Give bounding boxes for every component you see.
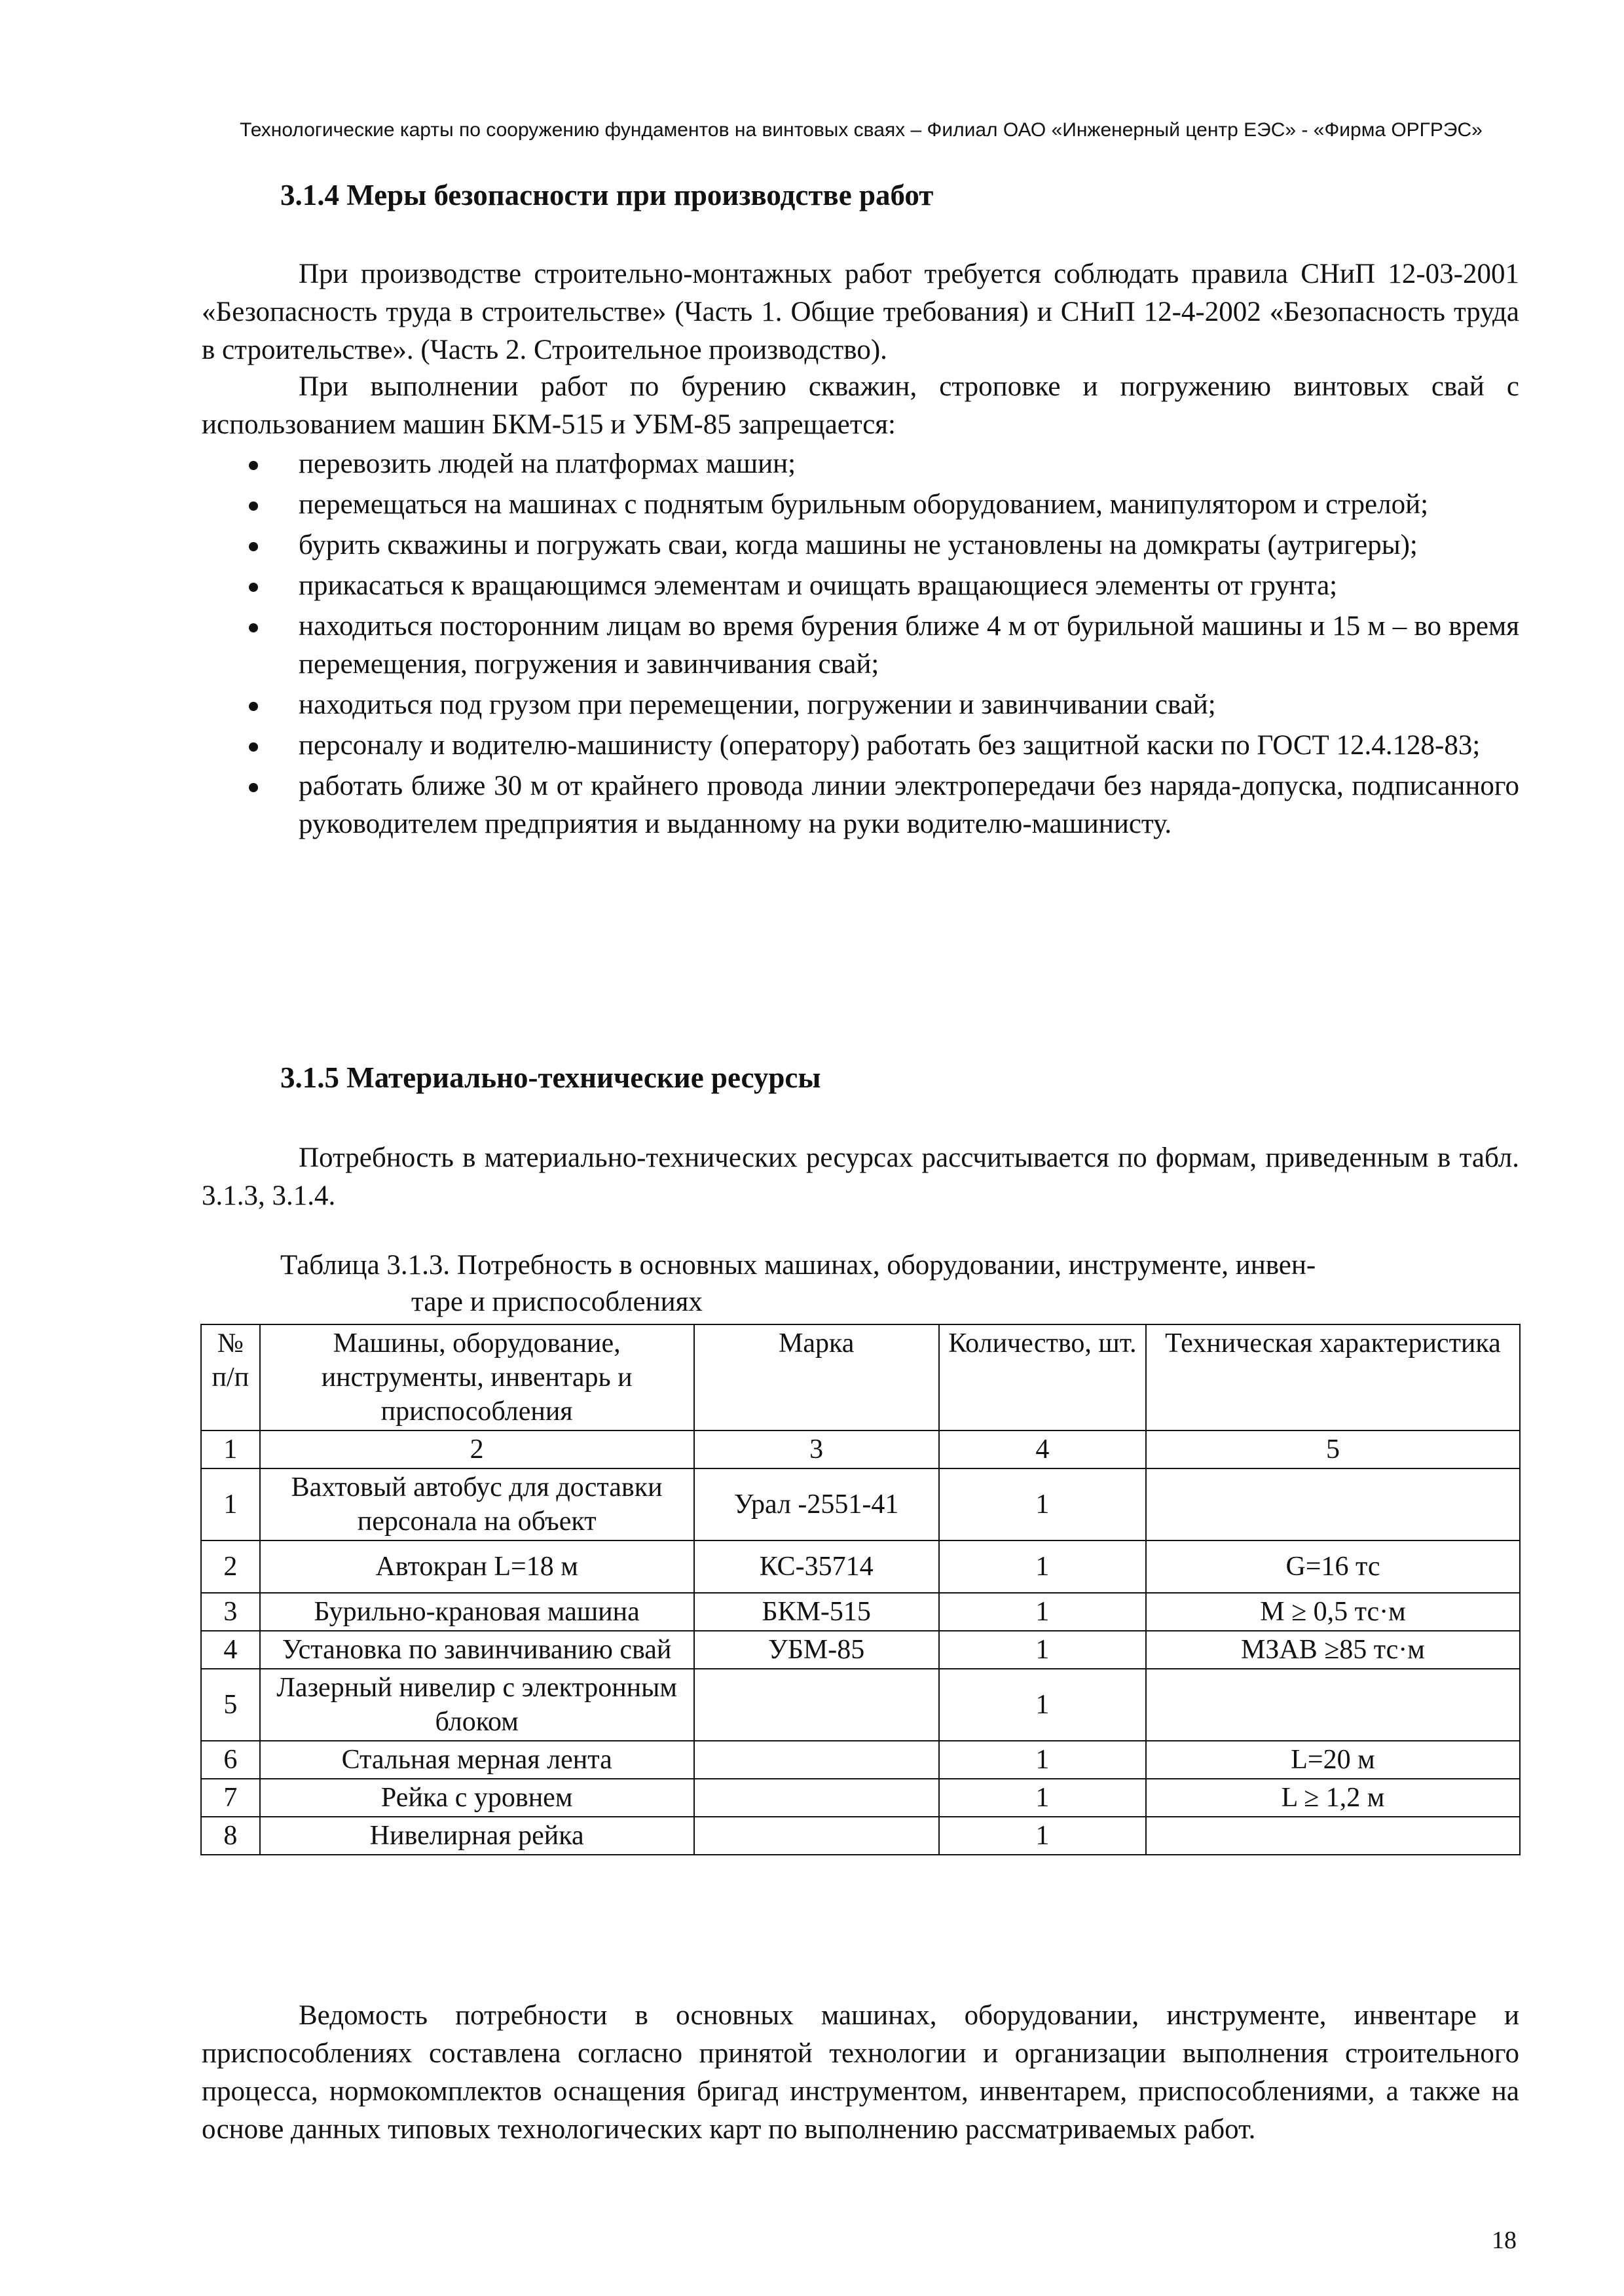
table-cell: 1 [939,1540,1146,1593]
paragraph-prohibitions-intro: При выполнении работ по бурению скважин, строповке и погружению винтовых свай с использованием машин БКМ-515 и УБМ-85 запрещается: [202,371,1519,440]
table-cell [694,1741,939,1779]
table-header-cell: Машины, оборудование, инструменты, инвентарь и приспособления [260,1324,694,1430]
bullet-icon [249,783,258,792]
table-cell: 6 [201,1741,260,1779]
table-row [201,1741,1520,1779]
table-cell: G=16 тс [1146,1540,1520,1593]
table-cell: Рейка с уровнем [260,1779,694,1817]
table-cell: 1 [201,1430,260,1468]
table-cell: Вахтовый автобус для доставки персонала на объект [260,1468,694,1540]
table-row [201,1817,1520,1855]
table-cell: 1 [939,1631,1146,1669]
bullet-icon [249,461,258,470]
list-item: находиться под грузом при перемещении, погружении и завинчивании свай; [202,686,1519,724]
bullet-icon [249,742,258,752]
list-item: находиться посторонним лицам во время бурения ближе 4 м от бурильной машины и 15 м – во время перемещения, погружения и завинчивания свай; [202,608,1519,683]
table-cell: 1 [939,1468,1146,1540]
table-cell: 3 [694,1430,939,1468]
table-header-cell: Количество, шт. [939,1324,1146,1430]
bullet-icon [249,583,258,592]
paragraph-safety-rules: При производстве строительно-монтажных работ требуется соблюдать правила СНиП 12-03-2001 «Безопасность труда в строительстве» (Часть 1. Общие требования) и СНиП 12-4-2002 «Безопасность труда в строительстве». (Часть 2. Строительное производство). [202,259,1519,365]
table-cell: 2 [201,1540,260,1593]
table-header-cell: Марка [694,1324,939,1430]
table-cell: 4 [939,1430,1146,1468]
list-item: персоналу и водителю-машинисту (оператору) работать без защитной каски по ГОСТ 12.4.128-83; [202,727,1519,765]
table-row [201,1779,1520,1817]
table-cell: УБМ-85 [694,1631,939,1669]
table-cell: Стальная мерная лента [260,1741,694,1779]
table-cell: Бурильно-крановая машина [260,1593,694,1631]
table-cell: 1 [939,1741,1146,1779]
bullet-icon [249,501,258,511]
running-header: Технологические карты по сооружению фундаментов на винтовых сваях – Филиал ОАО «Инженерный центр ЕЭС» - «Фирма ОРГРЭС» [240,119,1483,141]
table-header-cell: № п/п [201,1324,260,1430]
prohibitions-list [202,445,1519,846]
table-cell: Лазерный нивелир с электронным блоком [260,1669,694,1741]
table-row [201,1593,1520,1631]
table-caption: Таблица 3.1.3. Потребность в основных машинах, оборудовании, инструменте, инвен- таре и приспособлениях [280,1250,1316,1317]
table-cell: L=20 м [1146,1741,1520,1779]
table-cell: 8 [201,1817,260,1855]
table-row [201,1540,1520,1593]
table-column-number-row [201,1430,1520,1468]
table-cell: 1 [939,1593,1146,1631]
table-cell [1146,1669,1520,1741]
list-item: перемещаться на машинах с поднятым бурильным оборудованием, манипулятором и стрелой; [202,486,1519,524]
table-cell: 7 [201,1779,260,1817]
table-header-row [201,1324,1520,1430]
list-item: перевозить людей на платформах машин; [202,445,1519,483]
page-number: 18 [1492,2227,1517,2254]
bullet-icon [249,702,258,711]
table-cell: 4 [201,1631,260,1669]
table-cell [1146,1468,1520,1540]
table-cell [1146,1817,1520,1855]
table-cell: 1 [939,1779,1146,1817]
table-cell [694,1817,939,1855]
table-cell: МЗАВ ≥85 тс·м [1146,1631,1520,1669]
table-cell: 5 [1146,1430,1520,1468]
paragraph-resources-intro: Потребность в материально-технических ресурсах рассчитывается по формам, приведенным в табл. 3.1.3, 3.1.4. [202,1142,1519,1211]
paragraph-resources-statement: Ведомость потребности в основных машинах, оборудовании, инструменте, инвентаре и приспособлениях составлена согласно принятой технологии и организации выполнения строительного процесса, нормокомплектов оснащения бригад инструментом, инвентарем, приспособлениями, а также на основе данных типовых технологических карт по выполнению рассматриваемых работ. [202,2000,1519,2145]
table-cell: 1 [201,1468,260,1540]
table-cell: 3 [201,1593,260,1631]
table-cell: Автокран L=18 м [260,1540,694,1593]
section-heading-3-1-5: 3.1.5 Материально-технические ресурсы [280,1061,821,1094]
table-cell [694,1779,939,1817]
table-cell: Нивелирная рейка [260,1817,694,1855]
table-cell: БКМ-515 [694,1593,939,1631]
table-cell: М ≥ 0,5 тс·м [1146,1593,1520,1631]
list-item: работать ближе 30 м от крайнего провода линии электропередачи без наряда-допуска, подписанного руководителем предприятия и выданному на руки водителю-машинисту. [202,767,1519,843]
resources-table [200,1324,1521,1855]
table-cell: Установка по завинчиванию свай [260,1631,694,1669]
table-cell: КС-35714 [694,1540,939,1593]
table-row [201,1468,1520,1540]
bullet-icon [249,623,258,632]
table-row [201,1631,1520,1669]
table-cell: 1 [939,1669,1146,1741]
table-cell: 2 [260,1430,694,1468]
table-header-cell: Техническая характеристика [1146,1324,1520,1430]
table-cell: L ≥ 1,2 м [1146,1779,1520,1817]
table-cell [694,1669,939,1741]
table-cell: 5 [201,1669,260,1741]
list-item: бурить скважины и погружать сваи, когда машины не установлены на домкраты (аутригеры); [202,526,1519,564]
list-item: прикасаться к вращающимся элементам и очищать вращающиеся элементы от грунта; [202,567,1519,605]
table-row [201,1669,1520,1741]
bullet-icon [249,542,258,551]
table-cell: Урал -2551-41 [694,1468,939,1540]
table-cell: 1 [939,1817,1146,1855]
section-heading-3-1-4: 3.1.4 Меры безопасности при производстве работ [280,179,934,211]
